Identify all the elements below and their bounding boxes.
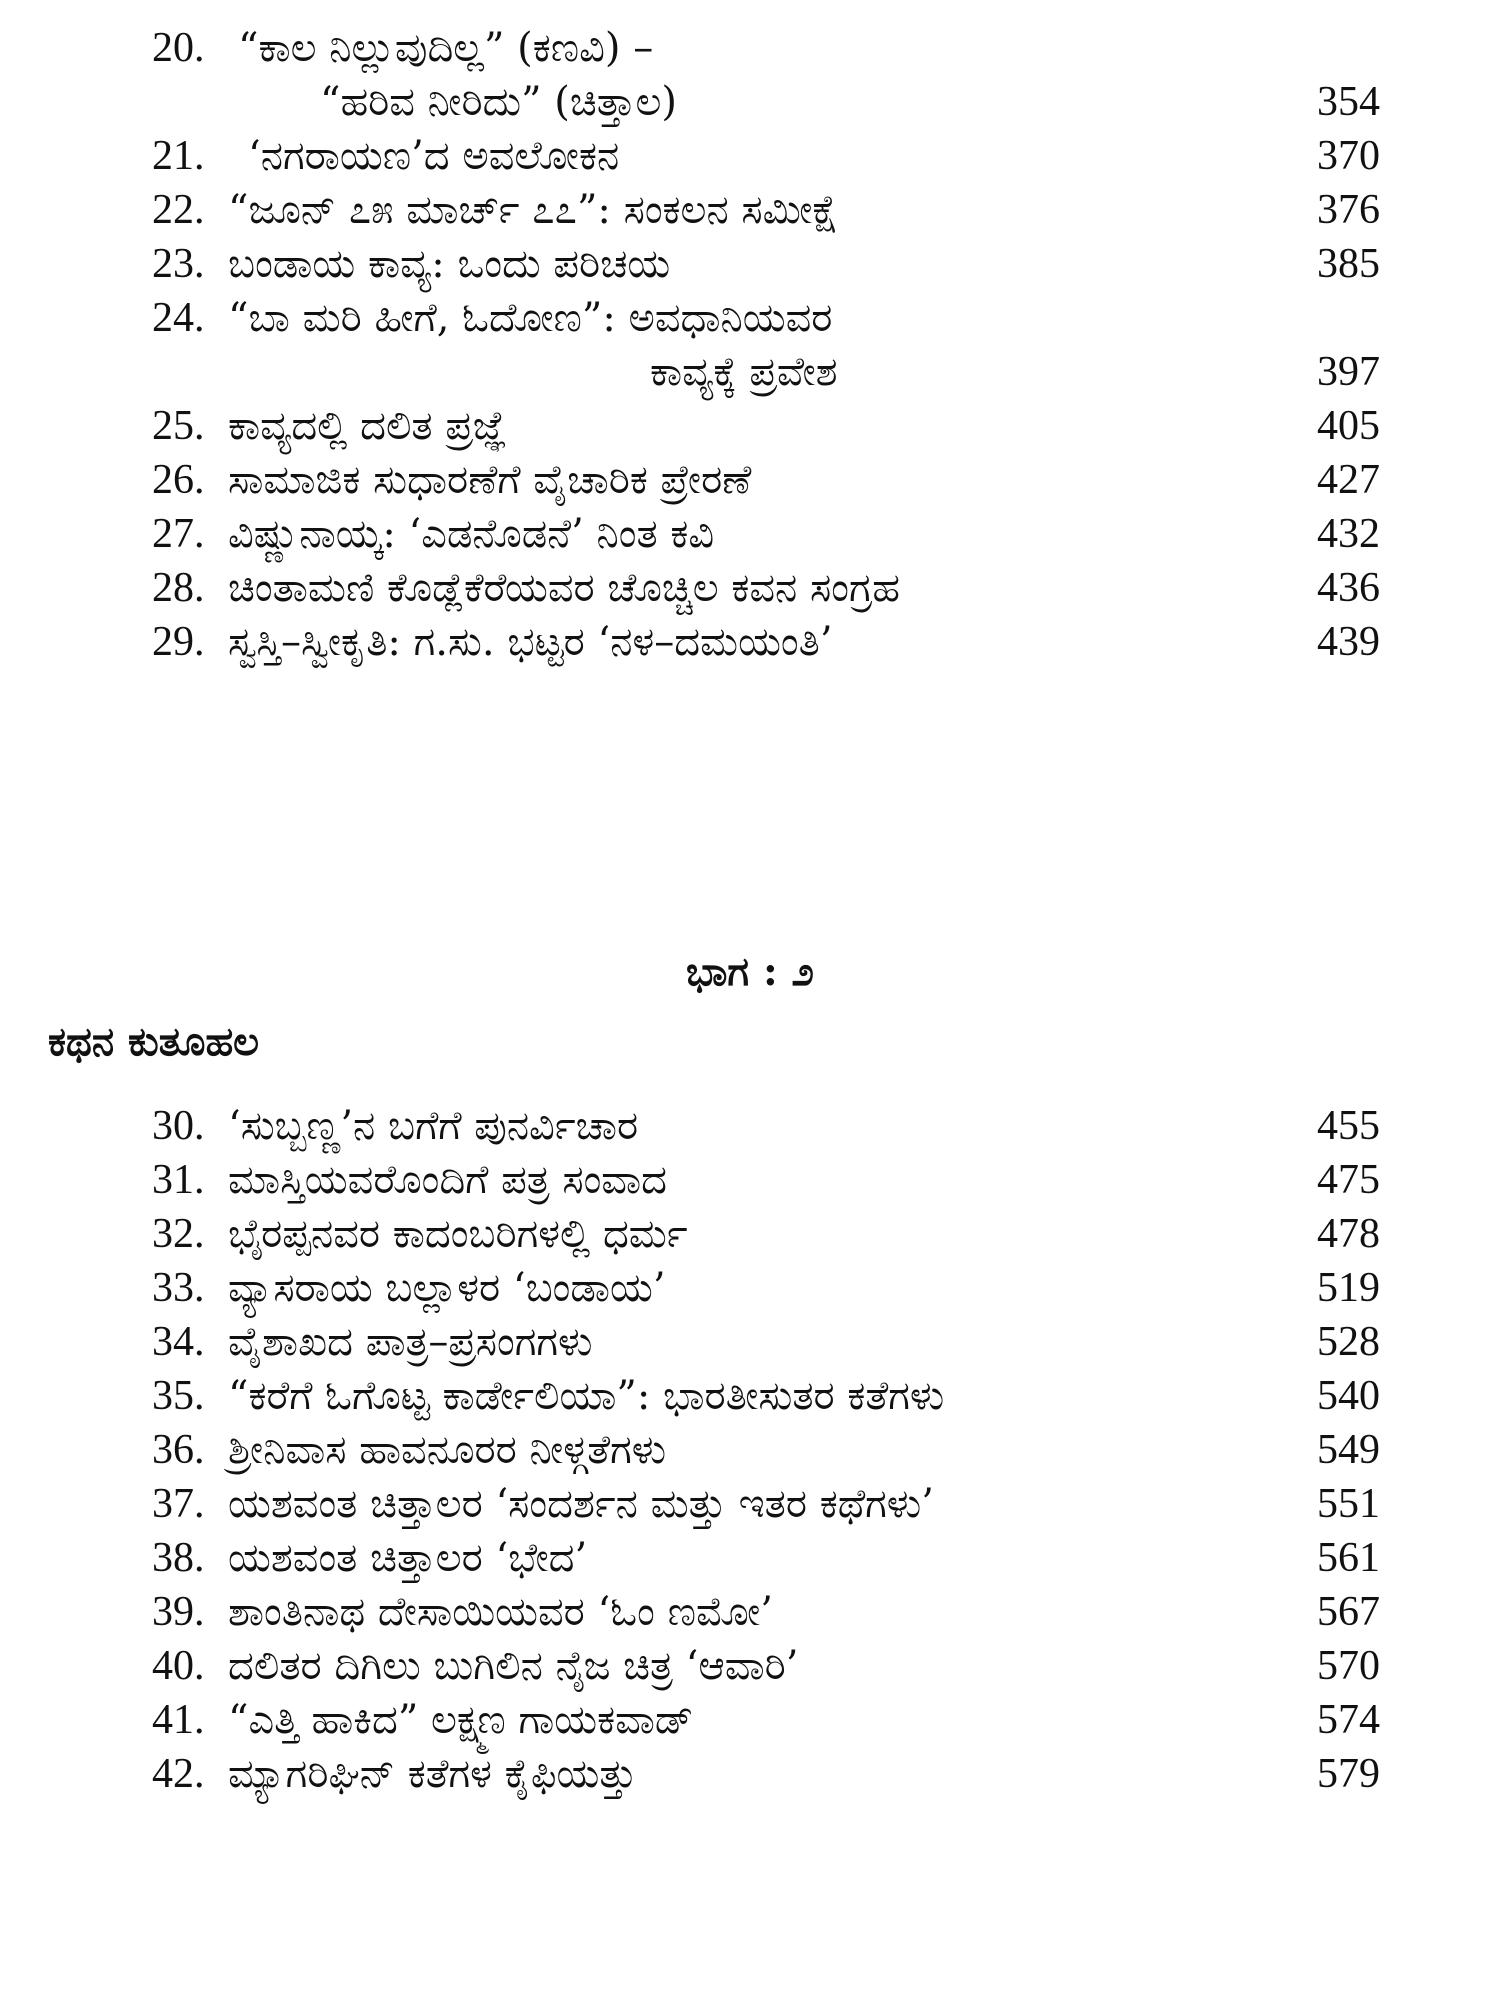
entry-number: 27. — [152, 511, 205, 557]
entry-title: “ಕರೆಗೆ ಓಗೊಟ್ಟ ಕಾರ್ಡೇಲಿಯಾ”: ಭಾರತೀಸುತರ ಕತೆಗಳು — [228, 1373, 945, 1419]
entry-number: 41. — [152, 1697, 205, 1743]
entry-page-number: 478 — [1317, 1211, 1380, 1257]
entry-page-number: 405 — [1317, 403, 1380, 449]
entry-number: 36. — [152, 1427, 205, 1473]
entry-title: ಶ್ರೀನಿವಾಸ ಹಾವನೂರರ ನೀಳ್ಗತೆಗಳು — [228, 1427, 667, 1473]
entry-title: “ಬಾ ಮರಿ ಹೀಗೆ, ಓದೋಣ”: ಅವಧಾನಿಯವರ — [228, 295, 833, 341]
entry-page-number: 567 — [1317, 1589, 1380, 1635]
entry-page-number: 561 — [1317, 1535, 1380, 1581]
entry-number: 42. — [152, 1751, 205, 1797]
entry-title: ಯಶವಂತ ಚಿತ್ತಾಲರ ‘ಭೇದ’ — [228, 1535, 588, 1581]
entry-page-number: 540 — [1317, 1373, 1380, 1419]
entry-number: 28. — [152, 565, 205, 611]
part-heading: ಭಾಗ : ೨ — [685, 948, 815, 995]
entry-page-number: 475 — [1317, 1157, 1380, 1203]
entry-title: ಭೈರಪ್ಪನವರ ಕಾದಂಬರಿಗಳಲ್ಲಿ ಧರ್ಮ — [228, 1211, 688, 1257]
entry-number: 29. — [152, 619, 205, 665]
toc-entry-29 — [0, 610, 1500, 674]
entry-number: 32. — [152, 1211, 205, 1257]
entry-title: “ಹರಿವ ನೀರಿದು” (ಚಿತ್ತಾಲ) — [320, 79, 678, 125]
entry-title: ಸಾಮಾಜಿಕ ಸುಧಾರಣೆಗೆ ವೈಚಾರಿಕ ಪ್ರೇರಣೆ — [228, 457, 752, 503]
entry-number: 25. — [152, 403, 205, 449]
entry-title: ಬಂಡಾಯ ಕಾವ್ಯ: ಒಂದು ಪರಿಚಯ — [228, 241, 671, 287]
entry-page-number: 439 — [1317, 619, 1380, 665]
entry-number: 23. — [152, 241, 205, 287]
entry-title: ಕಾವ್ಯಕ್ಕೆ ಪ್ರವೇಶ — [650, 349, 838, 395]
entry-page-number: 427 — [1317, 457, 1380, 503]
entry-page-number: 579 — [1317, 1751, 1380, 1797]
entry-number: 26. — [152, 457, 205, 503]
entry-title: ‘ಸುಬ್ಬಣ್ಣ’ನ ಬಗೆಗೆ ಪುನರ್ವಿಚಾರ — [228, 1103, 639, 1149]
entry-number: 39. — [152, 1589, 205, 1635]
entry-number: 35. — [152, 1373, 205, 1419]
entry-number: 20. — [152, 25, 205, 71]
entry-page-number: 570 — [1317, 1643, 1380, 1689]
entry-page-number: 528 — [1317, 1319, 1380, 1365]
entry-title: ವಿಷ್ಣುನಾಯ್ಕ: ‘ಎಡನೊಡನೆ’ ನಿಂತ ಕವಿ — [228, 511, 715, 557]
entry-title: ದಲಿತರ ದಿಗಿಲು ಬುಗಿಲಿನ ನೈಜ ಚಿತ್ರ ‘ಆವಾರಿ’ — [228, 1643, 799, 1689]
entry-page-number: 549 — [1317, 1427, 1380, 1473]
entry-number: 30. — [152, 1103, 205, 1149]
entry-page-number: 376 — [1317, 187, 1380, 233]
entry-title: ಸ್ವಸ್ತಿ–ಸ್ವೀಕೃತಿ: ಗ.ಸು. ಭಟ್ಟರ ‘ನಳ–ದಮಯಂತಿ’ — [228, 619, 833, 665]
entry-title: ವೈಶಾಖದ ಪಾತ್ರ–ಪ್ರಸಂಗಗಳು — [228, 1319, 593, 1365]
entry-page-number: 519 — [1317, 1265, 1380, 1311]
entry-number: 33. — [152, 1265, 205, 1311]
entry-title: “ಎತ್ತಿ ಹಾಕಿದ” ಲಕ್ಷ್ಮಣ ಗಾಯಕವಾಡ್ — [228, 1697, 694, 1743]
entry-number: 31. — [152, 1157, 205, 1203]
entry-page-number: 370 — [1317, 133, 1380, 179]
entry-title: ಚಿಂತಾಮಣಿ ಕೊಡ್ಲೆಕೆರೆಯವರ ಚೊಚ್ಚಿಲ ಕವನ ಸಂಗ್ರಹ — [228, 565, 900, 611]
toc-entry-42 — [0, 1742, 1500, 1806]
entry-page-number: 436 — [1317, 565, 1380, 611]
entry-title: ಕಾವ್ಯದಲ್ಲಿ ದಲಿತ ಪ್ರಜ್ಞೆ — [228, 403, 507, 449]
entry-page-number: 455 — [1317, 1103, 1380, 1149]
entry-title: “ಜೂನ್ ೭೫ ಮಾರ್ಚ್ ೭೭”: ಸಂಕಲನ ಸಮೀಕ್ಷೆ — [228, 187, 839, 233]
entry-page-number: 397 — [1317, 349, 1380, 395]
entry-title: ವ್ಯಾಸರಾಯ ಬಲ್ಲಾಳರ ‘ಬಂಡಾಯ’ — [228, 1265, 666, 1311]
entry-title: ಯಶವಂತ ಚಿತ್ತಾಲರ ‘ಸಂದರ್ಶನ ಮತ್ತು ಇತರ ಕಥೆಗಳು’ — [228, 1481, 934, 1527]
entry-number: 37. — [152, 1481, 205, 1527]
entry-title: ಶಾಂತಿನಾಥ ದೇಸಾಯಿಯವರ ‘ಓಂ ಣಮೋ’ — [228, 1589, 773, 1635]
entry-title: ‘ನಗರಾಯಣ’ದ ಅವಲೋಕನ — [248, 133, 620, 179]
entry-title: ಮ್ಯಾಗರಿಘಿನ್ ಕತೆಗಳ ಕೈಫಿಯತ್ತು — [228, 1751, 637, 1797]
entry-page-number: 574 — [1317, 1697, 1380, 1743]
entry-number: 34. — [152, 1319, 205, 1365]
section-heading: ಕಥನ ಕುತೂಹಲ — [48, 1018, 260, 1065]
entry-title: ಮಾಸ್ತಿಯವರೊಂದಿಗೆ ಪತ್ರ ಸಂವಾದ — [228, 1157, 667, 1203]
entry-page-number: 432 — [1317, 511, 1380, 557]
entry-number: 40. — [152, 1643, 205, 1689]
entry-title: “ಕಾಲ ನಿಲ್ಲುವುದಿಲ್ಲ” (ಕಣವಿ) – — [238, 25, 654, 71]
entry-page-number: 385 — [1317, 241, 1380, 287]
entry-number: 38. — [152, 1535, 205, 1581]
entry-page-number: 551 — [1317, 1481, 1380, 1527]
entry-number: 21. — [152, 133, 205, 179]
entry-number: 22. — [152, 187, 205, 233]
entry-page-number: 354 — [1317, 79, 1380, 125]
entry-number: 24. — [152, 295, 205, 341]
